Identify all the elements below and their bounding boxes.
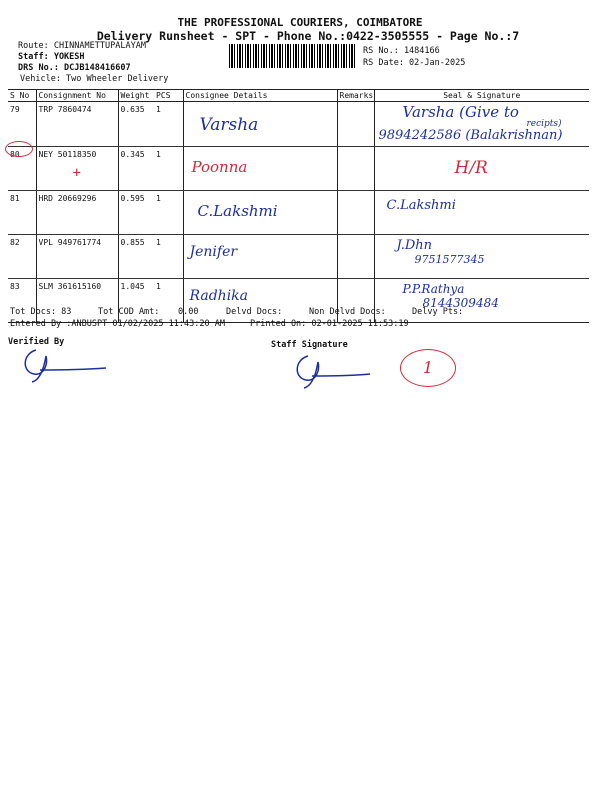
- rs-date: RS Date: 02-Jan-2025: [363, 58, 466, 68]
- staff-signature-label: Staff Signature: [271, 340, 348, 350]
- row-consignment: NEY 50118350: [38, 150, 97, 159]
- table-row: [8, 191, 589, 235]
- header-weight: Weight: [118, 90, 154, 102]
- non-delivered-docs: Non Delvd Docs:: [309, 307, 386, 317]
- row-pcs: 1: [154, 102, 183, 147]
- row-consignment: VPL 949761774: [36, 235, 118, 279]
- row-weight: 0.635: [118, 102, 154, 147]
- red-circled-number: [400, 349, 456, 387]
- row-seal-cell: [374, 191, 589, 235]
- delivered-docs: Delvd Docs:: [226, 307, 283, 317]
- consignee-handwriting: C.Lakshmi: [197, 202, 278, 220]
- seal-handwriting: P.P.Rathya: [402, 282, 465, 296]
- row-seal-cell: [374, 279, 589, 323]
- printed-on: Printed On: 02-01-2025 11:53:19: [250, 319, 409, 329]
- row-sno: 79: [8, 102, 36, 147]
- runsheet-table: [8, 89, 589, 323]
- row-remarks: [337, 191, 374, 235]
- row-pcs: 1: [154, 235, 183, 279]
- row-consignee-cell: [183, 191, 337, 235]
- circled-number-text: 1: [422, 358, 434, 377]
- seal-phone: 8144309484: [422, 296, 499, 310]
- company-title: THE PROFESSIONAL COURIERS, COIMBATORE: [177, 16, 423, 29]
- header-sno: S No: [8, 90, 36, 102]
- runsheet-subtitle: Delivery Runsheet - SPT - Phone No.:0422-3505555 - Page No.:7: [96, 29, 520, 43]
- delivery-points: Delvy Pts:: [412, 307, 464, 317]
- table-row: [8, 279, 589, 323]
- row-consignee-cell: [183, 235, 337, 279]
- consignee-handwriting: Varsha: [199, 115, 259, 135]
- verified-signature: [18, 344, 110, 384]
- row-pcs: 1: [154, 191, 183, 235]
- barcode-image: [229, 44, 355, 68]
- consignee-handwriting: Radhika: [189, 288, 248, 304]
- row-sno: 82: [8, 235, 36, 279]
- drs-number: DRS No.: DCJB148416607: [18, 63, 131, 73]
- entered-by: Entered By :ANBUSPT 01/02/2025 11:43:20 AM: [10, 319, 225, 329]
- row-consignee-cell: [183, 102, 337, 147]
- seal-handwriting: J.Dhn: [396, 238, 433, 253]
- total-cod-label: Tot COD Amt:: [98, 307, 160, 317]
- row-sno: 81: [8, 191, 36, 235]
- seal-handwriting: H/R: [454, 158, 488, 178]
- staff-signature: [290, 350, 382, 390]
- header-pcs: PCS: [154, 90, 183, 102]
- row-weight: 1.045: [118, 279, 154, 323]
- seal-phone: 9894242586 (Balakrishnan): [378, 128, 563, 143]
- row-sno: 80: [10, 150, 20, 159]
- table-row: [8, 102, 589, 147]
- seal-handwriting: C.Lakshmi: [386, 198, 456, 213]
- row-consignment: HRD 20669296: [36, 191, 118, 235]
- consignee-handwriting: Poonna: [191, 158, 248, 176]
- total-docs: Tot Docs: 83: [10, 307, 72, 317]
- row-consignment: TRP 7860474: [36, 102, 118, 147]
- row-weight: 0.345: [118, 147, 154, 191]
- row-remarks: [337, 235, 374, 279]
- row-pcs: 1: [154, 147, 183, 191]
- verified-by-label: Verified By: [8, 337, 65, 347]
- header-remarks: Remarks: [337, 90, 374, 102]
- total-cod-amount: 0.00: [178, 307, 199, 317]
- seal-note: recipts): [526, 119, 562, 129]
- staff-label: Staff: YOKESH: [18, 52, 85, 62]
- table-header-row: [8, 90, 589, 102]
- red-circle-mark: [5, 141, 33, 157]
- row-weight: 0.595: [118, 191, 154, 235]
- header-seal: Seal & Signature: [374, 90, 589, 102]
- route-label: Route: CHINNAMETTUPALAYAM: [18, 41, 146, 51]
- row-consignment-cell: [36, 147, 118, 191]
- consignee-handwriting: Jenifer: [189, 244, 238, 260]
- row-weight: 0.855: [118, 235, 154, 279]
- seal-handwriting: Varsha (Give to: [402, 103, 519, 121]
- row-remarks: [337, 147, 374, 191]
- row-consignee-cell: [183, 147, 337, 191]
- header-consignment: Consignment No: [36, 90, 118, 102]
- row-remarks: [337, 102, 374, 147]
- row-consignment: SLM 361615160: [36, 279, 118, 323]
- row-sno: 83: [8, 279, 36, 323]
- row-seal-cell: [374, 147, 589, 191]
- vehicle-label: Vehicle: Two Wheeler Delivery: [20, 74, 169, 84]
- row-seal-cell: [374, 235, 589, 279]
- red-tick-mark: +: [72, 165, 81, 181]
- rs-number: RS No.: 1484166: [363, 46, 440, 56]
- table-row: [8, 235, 589, 279]
- table-row: [8, 147, 589, 191]
- row-seal-cell: [374, 102, 589, 147]
- header-consignee: Consignee Details: [183, 90, 337, 102]
- seal-phone: 9751577345: [414, 253, 485, 266]
- row-pcs: 1: [154, 279, 183, 323]
